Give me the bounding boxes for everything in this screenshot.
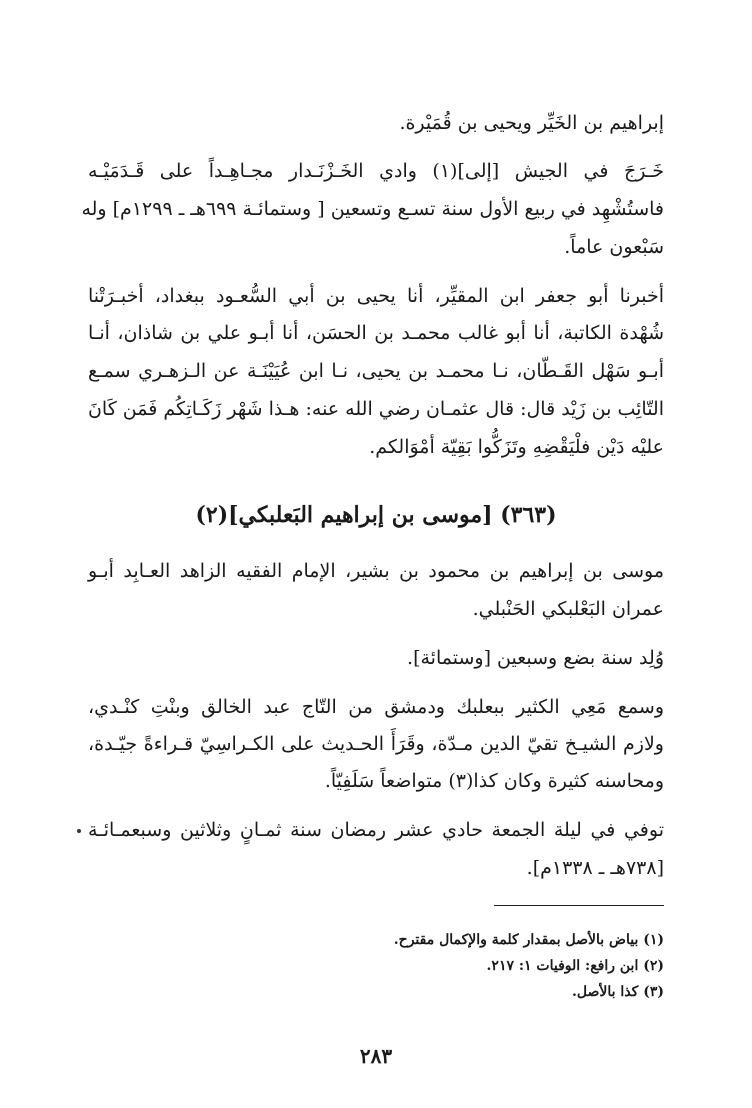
- stray-mark: [77, 829, 81, 833]
- text-line: عمران البَعْلبكي الحَنْبلي.: [472, 598, 664, 620]
- text-line: ولازم الشيـخ تقيّ الدين مـدّة، وقَرَأَ الحـديث على الكـراسِيّ قـراءةً جيّـدة،: [88, 733, 664, 755]
- footnote-separator: [494, 905, 664, 906]
- footnote: (٣) كذا بالأصل.: [572, 984, 664, 1000]
- text-line: عليْه دَيْن فلْيَقْضِهِ وتَزَكُّوا بَقِيّة أمْوَالكم.: [369, 436, 664, 458]
- text-line: التّائِب بن زَيْد قال: قال عثمـان رضي الله عنه: هـذا شَهْر زَكَـاتِكُم فَمَن كَانَ: [87, 398, 664, 420]
- text-line: إبراهيم بن الخَيِّر ويحيى بن قُمَيْرة.: [399, 112, 664, 134]
- page-number: ٢٨٣: [359, 1044, 393, 1068]
- text-line: وسمع مَعِي الكثير ببعلبك ودمشق من التّاج عبد الخالق وبنْتِ كنْـدي،: [88, 696, 664, 718]
- text-line: فاستُشْهِد في ربيع الأول سنة تسـع وتسعين [ وستمائـة ٦٩٩هـ ـ ١٢٩٩م] وله: [81, 198, 664, 220]
- text-line: خَـرَجَ في الجيش [إلى](١) وادي الخَـزْنَـدار مجـاهِـداً على قَـدَمَيْـه: [88, 160, 664, 182]
- text-line: سَبْعون عاماً.: [564, 236, 664, 258]
- text-line: أبـو سَهْل القَـطّان، نـا محمـد بن يحيى، نـا ابن عُيَيْنَـة عن الـزهـري سمـع: [88, 360, 664, 382]
- text-line: توفي في ليلة الجمعة حادي عشر رمضان سنة ثمـانٍ وثلاثين وسبعمـائـة: [88, 819, 664, 841]
- text-line: وُلِد سنة بضع وسبعين [وستمائة].: [407, 647, 664, 669]
- text-line: شُهْدة الكاتبة، أنا أبو غالب محمـد بن الحسَن، أنا أبـو علي بن شاذان، أنـا: [88, 322, 664, 344]
- footnote: (٢) ابن رافع: الوفيات ١: ٢١٧.: [486, 958, 664, 974]
- text-line: [٧٣٨هـ ـ ١٣٣٨م].: [526, 857, 664, 879]
- text-line: ومحاسنه كثيرة وكان كذا(٣) متواضعاً سَلَفِيّاً.: [324, 770, 664, 792]
- text-line: موسى بن إبراهيم بن محمود بن بشير، الإمام الفقيه الزاهد العـابِد أبـو: [88, 560, 664, 582]
- text-line: أخبرنا أبو جعفر ابن المقيِّر، أنا يحيى بن أبي السُّعـود ببغداد، أخبـرَتْنا: [88, 285, 664, 307]
- section-heading: (٣٦٣) [موسى بن إبراهيم البَعلبكي](٢): [195, 502, 557, 528]
- footnote: (١) بياض بالأصل بمقدار كلمة والإكمال مقترح.: [393, 932, 664, 948]
